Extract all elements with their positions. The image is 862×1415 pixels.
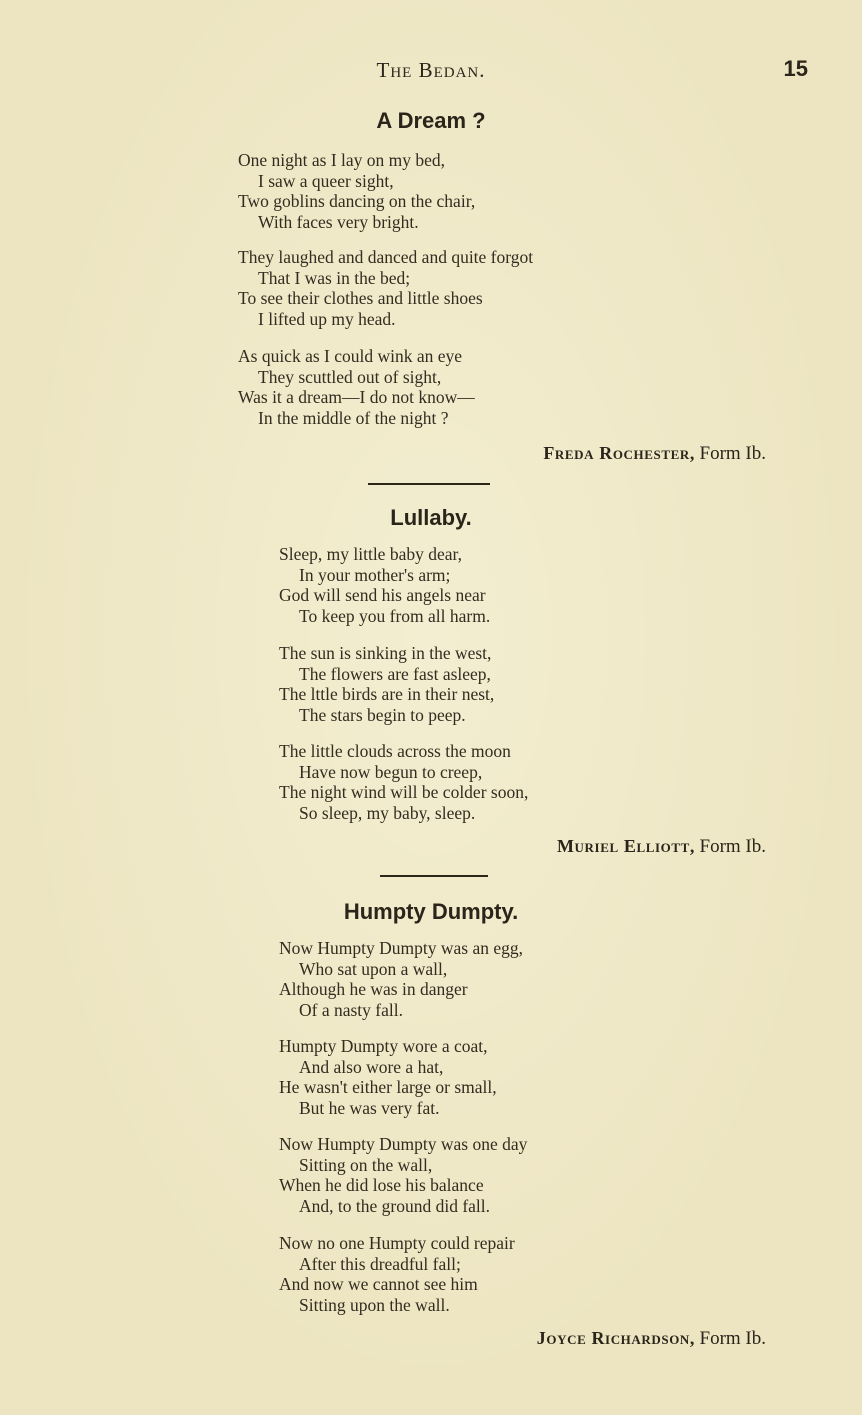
author-form: Form Ib. <box>699 836 766 857</box>
poem-title-a-dream: A Dream ? <box>376 108 486 133</box>
verse-line: Now Humpty Dumpty was one day <box>279 1134 528 1154</box>
verse-line: That I was in the bed; <box>258 267 411 288</box>
verse-line: When he did lose his balance <box>279 1175 484 1196</box>
poem-title-lullaby: Lullaby. <box>390 505 472 530</box>
poem-2-stanza-2 <box>279 643 494 726</box>
verse-line: Was it a dream—I do not know— <box>238 387 475 408</box>
verse-line: They scuttled out of sight, <box>258 366 442 387</box>
verse-line: He wasn't either large or small, <box>279 1077 497 1098</box>
verse-line: After this dreadful fall; <box>299 1253 461 1274</box>
verse-line: I saw a queer sight, <box>258 170 394 191</box>
poem-1-stanza-3 <box>238 346 475 429</box>
poem-3-stanza-3 <box>279 1134 527 1217</box>
author-credit <box>543 443 766 465</box>
verse-line: One night as I lay on my bed, <box>238 150 446 170</box>
page-number: 15 <box>783 56 808 81</box>
verse-line: God will send his angels near <box>279 585 486 606</box>
poem-3-stanza-1 <box>279 938 523 1021</box>
poem-1-stanza-2 <box>238 247 533 330</box>
author-name: Joyce Richardson, <box>536 1328 695 1348</box>
verse-line: Of a nasty fall. <box>299 1000 403 1021</box>
verse-line: And also wore a hat, <box>299 1056 444 1077</box>
verse-line: The sun is sinking in the west, <box>279 643 492 663</box>
verse-line: Now no one Humpty could repair <box>279 1233 515 1253</box>
verse-line: The flowers are fast asleep, <box>299 663 491 684</box>
section-divider <box>380 875 488 877</box>
verse-line: The little clouds across the moon <box>279 741 511 761</box>
verse-line: I lifted up my head. <box>258 309 396 330</box>
verse-line: Two goblins dancing on the chair, <box>238 191 476 212</box>
verse-line: They laughed and danced and quite forgot <box>238 247 534 267</box>
poem-3-stanza-2 <box>279 1036 497 1119</box>
poem-title-humpty-dumpty: Humpty Dumpty. <box>343 899 519 924</box>
verse-line: In your mother's arm; <box>299 564 451 585</box>
author-credit <box>557 836 766 858</box>
poem-2-stanza-1 <box>279 544 490 627</box>
poem-3-stanza-4 <box>279 1233 515 1316</box>
author-name: Muriel Elliott, <box>556 836 695 856</box>
author-form: Form Ib. <box>699 443 766 464</box>
verse-line: So sleep, my baby, sleep. <box>299 803 476 824</box>
verse-line: With faces very bright. <box>258 212 419 233</box>
verse-line: And, to the ground did fall. <box>299 1196 491 1217</box>
section-divider <box>368 483 490 485</box>
verse-line: And now we cannot see him <box>279 1274 478 1295</box>
verse-line: To keep you from all harm. <box>299 606 491 627</box>
verse-line: To see their clothes and little shoes <box>238 288 483 309</box>
verse-line: Sitting upon the wall. <box>299 1295 450 1316</box>
verse-line: The lttle birds are in their nest, <box>279 684 495 705</box>
author-form: Form Ib. <box>699 1328 766 1349</box>
poem-1-stanza-1 <box>238 150 475 233</box>
verse-line: Humpty Dumpty wore a coat, <box>279 1036 488 1056</box>
verse-line: Although he was in danger <box>279 979 468 1000</box>
verse-line: The stars begin to peep. <box>299 705 466 726</box>
running-title: The Bedan. <box>376 58 486 82</box>
author-name: Freda Rochester, <box>543 443 695 463</box>
verse-line: Sleep, my little baby dear, <box>279 544 462 564</box>
author-credit <box>537 1328 766 1350</box>
verse-line: But he was very fat. <box>299 1098 440 1119</box>
verse-line: As quick as I could wink an eye <box>238 346 463 366</box>
verse-line: Have now begun to creep, <box>299 761 483 782</box>
verse-line: In the middle of the night ? <box>258 408 449 429</box>
verse-line: Now Humpty Dumpty was an egg, <box>279 938 524 958</box>
poem-2-stanza-3 <box>279 741 528 824</box>
verse-line: Who sat upon a wall, <box>299 958 448 979</box>
verse-line: Sitting on the wall, <box>299 1154 433 1175</box>
verse-line: The night wind will be colder soon, <box>279 782 529 803</box>
